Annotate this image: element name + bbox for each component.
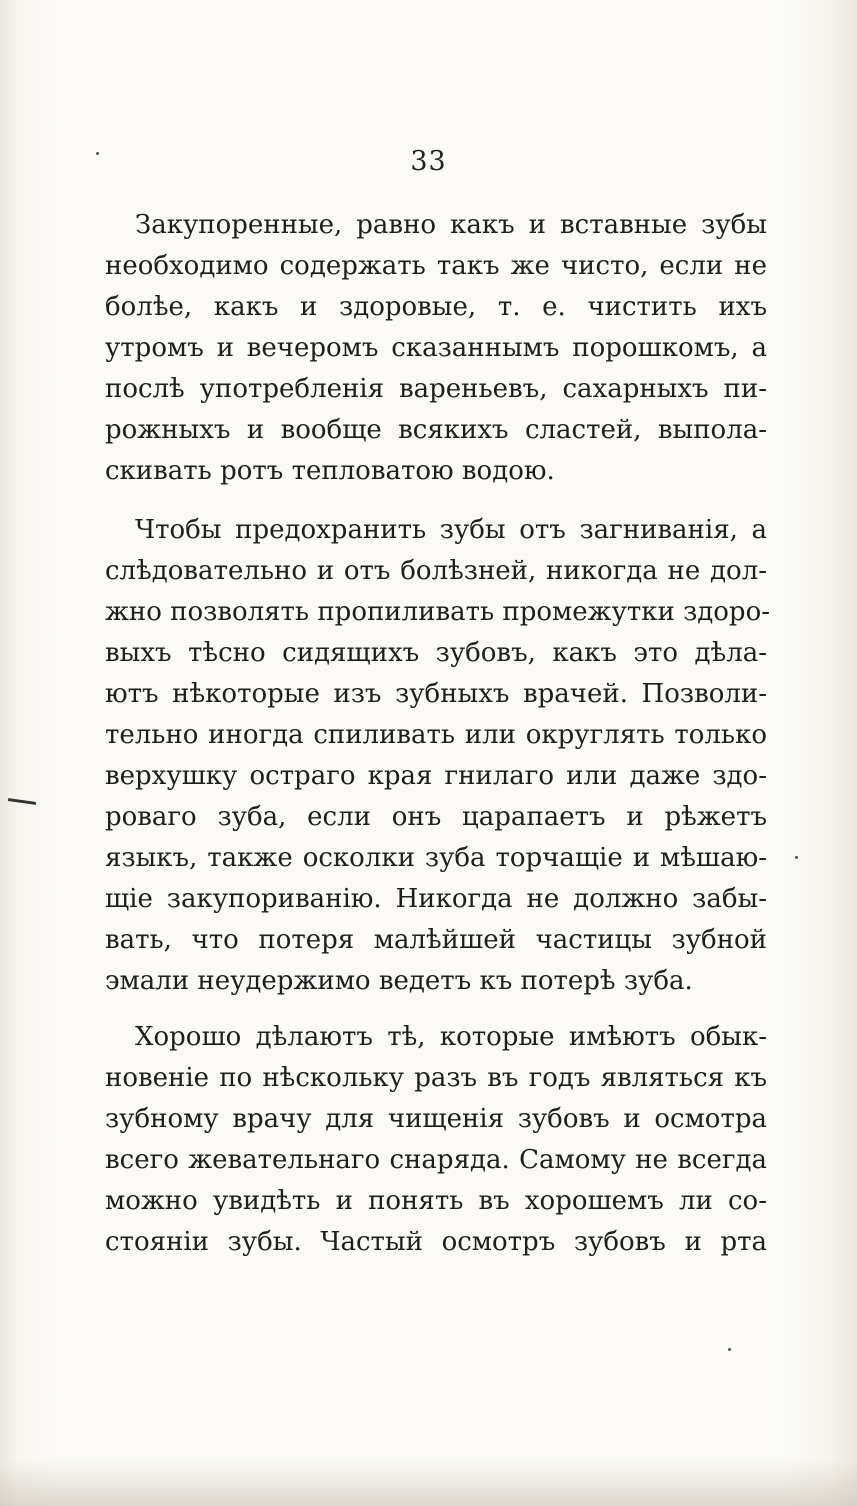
text-line: новеніе по нѣскольку разъ въ годъ являться къ bbox=[105, 1063, 767, 1093]
text-line: тельно иногда спиливать или округлять только bbox=[105, 720, 767, 750]
text-line: всего жевательнаго снаряда. Самому не всегда bbox=[105, 1145, 767, 1175]
paragraph-2 bbox=[105, 510, 771, 1002]
text-line: верхушку остраго края гнилаго или даже здо- bbox=[105, 761, 767, 791]
text-line: скивать ротъ тепловатою водою. bbox=[105, 456, 555, 486]
text-line: эмали неудержимо ведетъ къ потерѣ зуба. bbox=[105, 966, 693, 996]
text-line: Хорошо дѣлаютъ тѣ, которые имѣютъ обык- bbox=[135, 1022, 767, 1052]
margin-ink-mark bbox=[8, 798, 36, 805]
text-line: необходимо содержать такъ же чисто, если не bbox=[105, 251, 767, 281]
text-line: можно увидѣть и понять въ хорошемъ ли со- bbox=[105, 1186, 767, 1216]
paragraph-1 bbox=[105, 205, 767, 492]
text-line: вать, что потеря малѣйшей частицы зубной bbox=[105, 925, 767, 955]
text-line: зубному врачу для чищенія зубовъ и осмотра bbox=[105, 1104, 767, 1134]
text-line: выхъ тѣсно сидящихъ зубовъ, какъ это дѣла- bbox=[105, 638, 767, 668]
text-line: щіе закупориванію. Никогда не должно забы- bbox=[105, 884, 767, 914]
text-line: послѣ употребленія вареньевъ, сахарныхъ пи- bbox=[105, 374, 767, 404]
text-line: языкъ, также осколки зуба торчащіе и мѣшаю- bbox=[105, 843, 767, 873]
text-line: слѣдовательно и отъ болѣзней, никогда не дол- bbox=[105, 556, 767, 586]
page-number: 33 bbox=[410, 146, 447, 177]
text-line: Чтобы предохранить зубы отъ загниванія, а bbox=[135, 515, 767, 545]
text-line: утромъ и вечеромъ сказаннымъ порошкомъ, а bbox=[105, 333, 767, 363]
text-line: Закупоренные, равно какъ и вставные зубы bbox=[135, 210, 767, 240]
text-line: жно позволять пропиливать промежутки здоро- bbox=[105, 597, 771, 627]
text-line: стояніи зубы. Частый осмотръ зубовъ и рта bbox=[105, 1227, 767, 1257]
ink-speck bbox=[728, 1348, 731, 1351]
text-line: роваго зуба, если онъ царапаетъ и рѣжетъ bbox=[105, 802, 767, 832]
ink-speck bbox=[795, 856, 798, 859]
paragraph-3 bbox=[105, 1017, 767, 1263]
ink-speck bbox=[96, 152, 99, 155]
page-edge-shadow bbox=[0, 1460, 857, 1506]
text-line: рожныхъ и вообще всякихъ сластей, выпола- bbox=[105, 415, 767, 445]
text-line: ютъ нѣкоторые изъ зубныхъ врачей. Позволи- bbox=[105, 679, 767, 709]
text-line: болѣе, какъ и здоровые, т. е. чистить ихъ bbox=[105, 292, 767, 322]
